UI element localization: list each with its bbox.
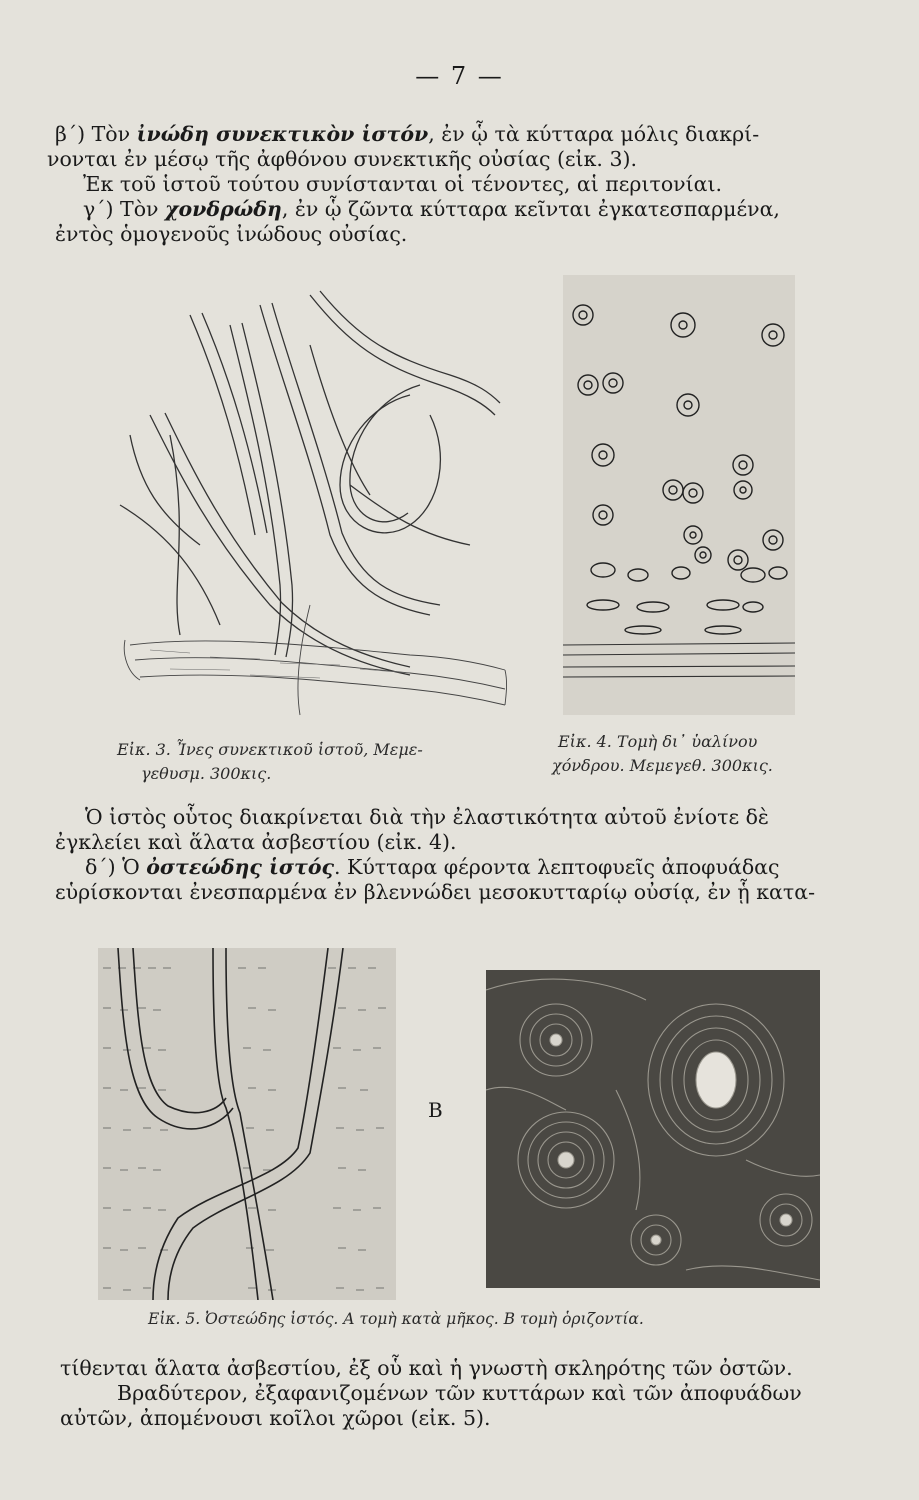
cartilage-background bbox=[563, 275, 795, 715]
text-line: Ἐκ τοῦ ἱστοῦ τούτου συνίστανται οἱ τένοντες, αἱ περιτονίαι. bbox=[83, 172, 723, 196]
text-line: Ὁ ἱστὸς οὗτος διακρίνεται διὰ τὴν ἐλαστικότητα αὐτοῦ ἐνίοτε δὲ bbox=[85, 805, 769, 829]
figure-5a-longitudinal-section bbox=[98, 948, 396, 1300]
text-line: αὐτῶν, ἀπομένουσι κοῖλοι χῶροι (εἰκ. 5). bbox=[60, 1406, 491, 1430]
text-line: Βραδύτερον, ἐξαφανιζομένων τῶν κυττάρων καὶ τῶν ἀποφυάδων bbox=[117, 1381, 802, 1405]
figure-3-caption bbox=[117, 738, 423, 786]
text-line: νονται ἐν μέσῳ τῆς ἀφθόνου συνεκτικῆς οὐσίας (εἰκ. 3). bbox=[47, 147, 637, 171]
paragraph-bone-intro bbox=[55, 805, 855, 905]
figure-4-hyaline-cartilage bbox=[563, 275, 795, 715]
text-line: εὑρίσκονται ἐνεσπαρμένα ἐν βλεννώδει μεσοκυτταρίῳ οὐσίᾳ, ἐν ᾗ κατα- bbox=[55, 880, 815, 904]
text-line: ἐντὸς ὁμογενοῦς ἰνώδους οὐσίας. bbox=[55, 222, 408, 246]
caption-line: γεθυσμ. 300κις. bbox=[141, 764, 272, 783]
text-span: , ἐν ᾧ ζῶντα κύτταρα κεῖνται ἐγκατεσπαρμένα, bbox=[281, 197, 780, 221]
caption-line: Εἰκ. 3. Ἶνες συνεκτικοῦ ἱστοῦ, Μεμε- bbox=[117, 740, 423, 759]
text-line: ἐγκλείει καὶ ἅλατα ἀσβεστίου (εἰκ. 4). bbox=[55, 830, 457, 854]
caption-line: Εἰκ. 4. Τομὴ δι᾽ ὑαλίνου bbox=[558, 732, 758, 751]
text-span: δ΄) Ὁ bbox=[85, 855, 147, 879]
caption-line: χόνδρου. Μεμεγεθ. 300κις. bbox=[552, 756, 773, 775]
text-line bbox=[85, 855, 855, 880]
term-fibrous-tissue: ἰνώδη συνεκτικὸν ἱστόν bbox=[136, 122, 429, 146]
fiber-illustration bbox=[110, 285, 510, 725]
text-line bbox=[83, 197, 855, 222]
figure-3-connective-fibers bbox=[110, 285, 510, 725]
bone-horizontal-illustration bbox=[486, 970, 820, 1288]
figure-5-caption: Εἰκ. 5. Ὀστεώδης ἱστός. A τομὴ κατὰ μῆκος. B τομὴ ὁριζοντία. bbox=[148, 1310, 644, 1328]
text-span: γ΄) Τὸν bbox=[83, 197, 166, 221]
text-line bbox=[55, 122, 855, 147]
term-cartilage: χονδρώδη bbox=[165, 197, 282, 221]
text-span: . Κύτταρα φέροντα λεπτοφυεῖς ἀποφυάδας bbox=[334, 855, 780, 879]
text-line: τίθενται ἅλατα ἀσβεστίου, ἐξ οὗ καὶ ἡ γνωστὴ σκληρότης τῶν ὀστῶν. bbox=[60, 1356, 793, 1380]
cartilage-illustration bbox=[563, 275, 795, 715]
text-span: β΄) Τὸν bbox=[55, 122, 137, 146]
paragraph-connective-cartilage bbox=[47, 122, 855, 247]
figure-4-caption bbox=[552, 730, 773, 778]
bone-longitudinal-illustration bbox=[98, 948, 396, 1300]
text-span: , ἐν ᾧ τὰ κύτταρα μόλις διακρί- bbox=[428, 122, 760, 146]
figure-5-label-b: B bbox=[428, 1098, 443, 1122]
paragraph-bone-conclusion bbox=[55, 1356, 855, 1431]
page-number: — 7 — bbox=[415, 62, 504, 90]
term-bone-tissue: ὀστεώδης ἱστός bbox=[146, 855, 334, 879]
figure-5b-horizontal-section bbox=[486, 970, 820, 1288]
